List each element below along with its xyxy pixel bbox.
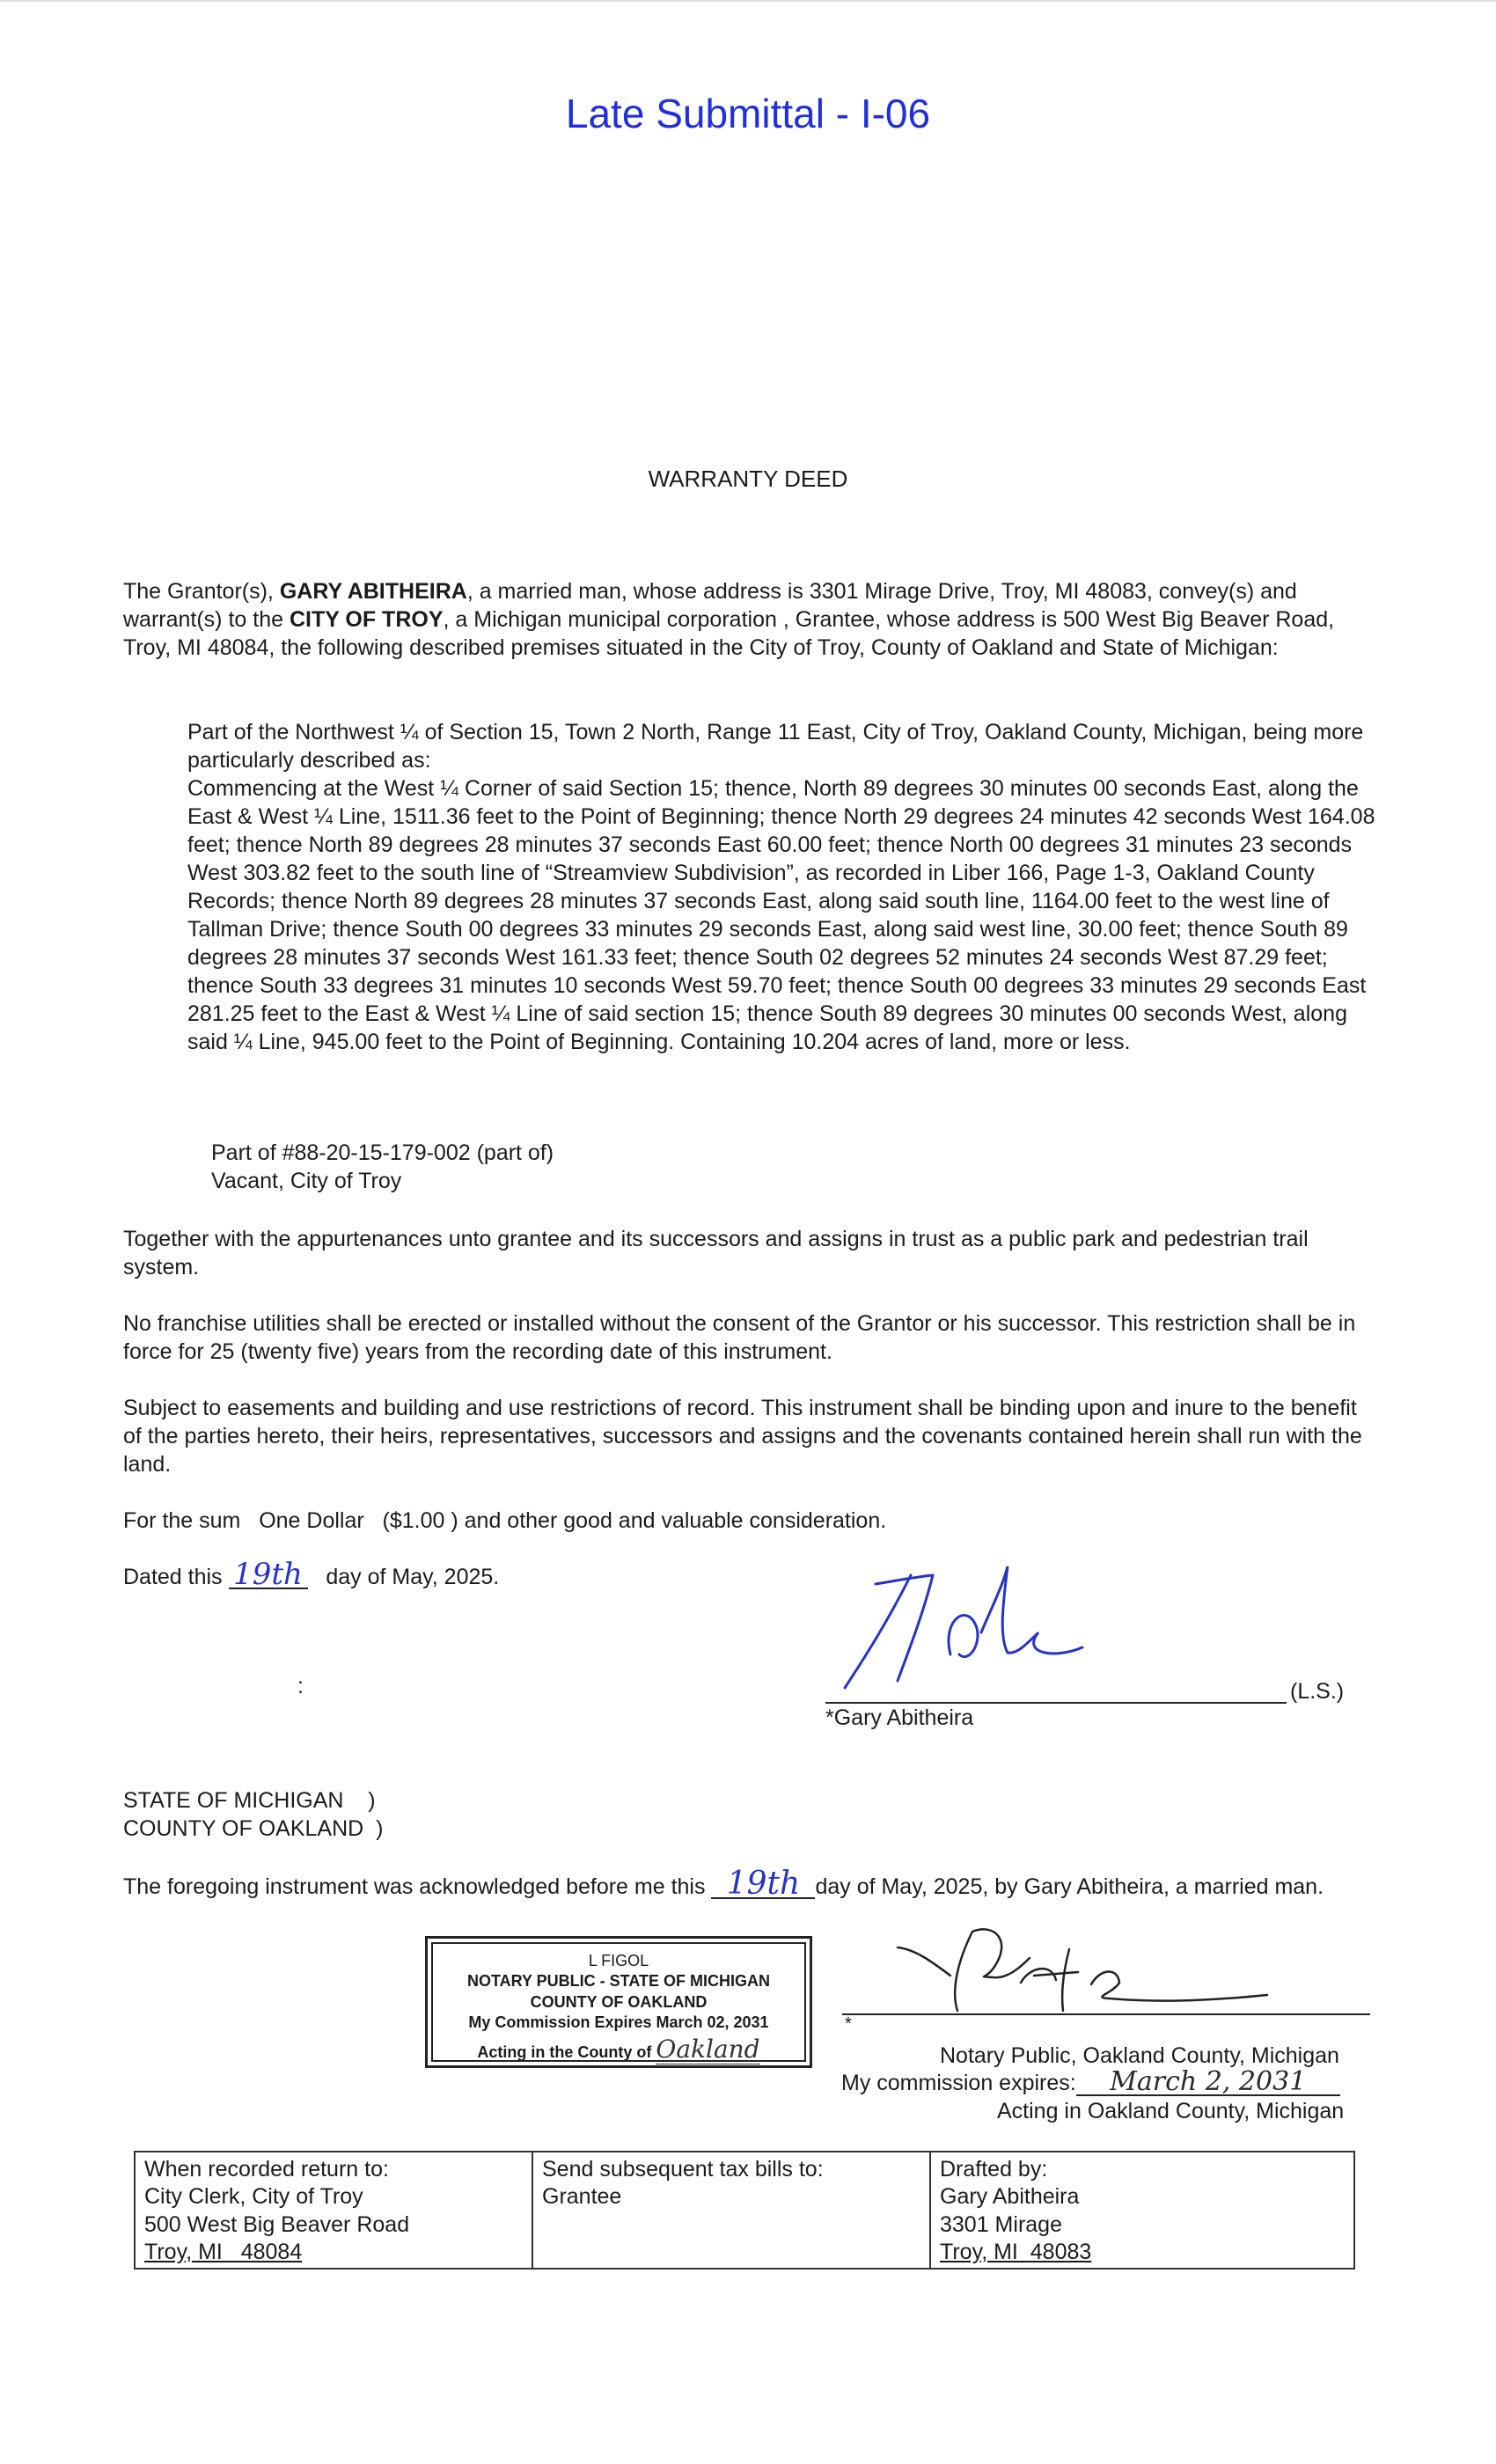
drafted-by-line: 3301 Mirage: [940, 2211, 1062, 2237]
stamp-commission-expires: My Commission Expires March 02, 2031: [468, 2013, 769, 2032]
stamp-county: COUNTY OF OAKLAND: [530, 1992, 708, 2011]
late-submittal-banner: Late Submittal - I-06: [565, 91, 931, 136]
tax-bills-cell: [532, 2152, 930, 2269]
legal-description-part2: Commencing at the West ¼ Corner of said Section 15; thence, North 89 degrees 30 minutes 00 seconds East, along the East & West ¼ Line, 1511.36 feet to the Point of Beginning; thence North 29 degrees 24 minutes 42 seconds West 164.08 feet; thence North 89 degrees 28 minutes 37 seconds East 60.00 feet; thence North 00 degrees 31 minutes 23 seconds West 303.82 feet to the south line of “Streamview Subdivision”, as recorded in Liber 166, Page 1-3, Oakland County Records; thence North 89 degrees 28 minutes 37 seconds East, along said south line, 1164.00 feet to the west line of Tallman Drive; thence South 00 degrees 33 minutes 29 seconds East, along said west line, 30.00 feet; thence South 89 degrees 28 minutes 37 seconds West 161.33 feet; thence South 02 degrees 52 minutes 24 seconds West 87.29 feet; thence South 33 degrees 31 minutes 10 seconds West 59.70 feet; thence South 00 degrees 33 minutes 29 seconds East 281.25 feet to the East & West ¼ Line of said section 15; thence South 89 degrees 30 minutes 00 seconds West, along said ¼ Line, 945.00 feet to the Point of Beginning. Containing 10.204 acres of land, more or less.: [187, 776, 1375, 1054]
tax-bills-label: Send subsequent tax bills to:: [542, 2157, 824, 2182]
signature-colon: :: [297, 1674, 304, 1698]
seal-ls: (L.S.): [1290, 1679, 1345, 1704]
stamp-acting-handwritten: Oakland: [656, 2034, 760, 2064]
drafted-by-label: Drafted by:: [940, 2157, 1048, 2182]
dated-suffix: day of May, 2025.: [326, 1565, 500, 1589]
return-to-line: Troy, MI 48084: [144, 2239, 303, 2264]
consideration-clause: For the sum One Dollar ($1.00 ) and other good and valuable consideration.: [123, 1508, 887, 1533]
legal-description-part1: Part of the Northwest ¼ of Section 15, Town 2 North, Range 11 East, City of Troy, Oakland County, Michigan, being more particularly described as:: [187, 720, 1364, 773]
stamp-acting-prefix: Acting in the County of: [477, 2042, 652, 2061]
drafted-by-line: Troy, MI 48083: [940, 2239, 1092, 2264]
venue-county: COUNTY OF OAKLAND ): [123, 1816, 384, 1841]
notary-stamp: [425, 1936, 812, 2068]
notary-commission-handwritten: March 2, 2031: [1076, 2070, 1340, 2096]
dated-line: [123, 1557, 500, 1592]
parcel-status: Vacant, City of Troy: [211, 1169, 402, 1193]
grantee-name: CITY OF TROY: [289, 607, 444, 632]
notary-commission-line: [841, 2066, 1340, 2097]
notary-signature-line: [842, 2013, 1370, 2015]
drafted-by-line: Gary Abitheira: [940, 2184, 1080, 2210]
easements-clause: Subject to easements and building and use restrictions of record. This instrument shall be binding upon and inure to the benefit of the parties hereto, their heirs, representatives, successors and assigns and the covenants contained herein shall run with the land.: [123, 1396, 1362, 1477]
notary-asterisk: *: [845, 2014, 852, 2034]
notary-public-line: Notary Public, Oakland County, Michigan: [940, 2043, 1339, 2068]
grantor-text-1: , a married man, whose address is 3301 Mirage Drive, Troy, MI 48083, convey(s) and warrant(s) to the: [123, 579, 1297, 632]
notary-signature: [889, 1914, 1276, 2020]
stamp-acting-county: [428, 2034, 810, 2065]
notary-commission-prefix: My commission expires:: [841, 2071, 1076, 2095]
grantor-text-2: , a Michigan municipal corporation , Grantee, whose address is 500 West Big Beaver Road, Troy, MI 48084, the following described premises situated in the City of Troy, County of Oakland and State of Michigan:: [123, 607, 1335, 660]
stamp-notary-name: L FIGOL: [588, 1952, 649, 1969]
grantor-paragraph: [123, 577, 1377, 662]
acknowledgment-paragraph: [123, 1866, 1382, 1902]
tax-bills-line: Grantee: [542, 2184, 622, 2210]
return-to-line: 500 West Big Beaver Road: [144, 2211, 410, 2237]
venue-state: STATE OF MICHIGAN ): [123, 1788, 376, 1813]
utilities-clause: No franchise utilities shall be erected or installed without the consent of the Grantor or his successor. This restriction shall be in force for 25 (twenty five) years from the recording date of this instrument.: [123, 1311, 1356, 1364]
acknowledgment-day-handwritten: 19th: [711, 1871, 815, 1899]
appurtenances-clause: Together with the appurtenances unto grantee and its successors and assigns in trust as a public park and pedestrian trail system.: [123, 1227, 1309, 1280]
dated-prefix: Dated this: [123, 1565, 223, 1589]
parcel-id: Part of #88-20-15-179-002 (part of): [211, 1140, 554, 1165]
return-to-label: When recorded return to:: [144, 2157, 389, 2182]
acknowledgment-prefix: The foregoing instrument was acknowledged before me this: [123, 1874, 706, 1899]
page-edge-line: [0, 0, 1496, 2]
notary-acting-line: Acting in Oakland County, Michigan: [997, 2099, 1345, 2123]
dated-day-handwritten: 19th: [229, 1561, 308, 1589]
document-title: WARRANTY DEED: [648, 466, 848, 492]
drafted-by-cell: [930, 2152, 1354, 2269]
stamp-notary-public: NOTARY PUBLIC - STATE OF MICHIGAN: [467, 1972, 770, 1991]
recording-info-table: [134, 2151, 1355, 2270]
return-to-line: City Clerk, City of Troy: [144, 2184, 363, 2210]
acknowledgment-suffix: day of May, 2025, by Gary Abitheira, a married man.: [815, 1874, 1324, 1899]
grantor-printed-name: *Gary Abitheira: [825, 1705, 974, 1730]
grantor-lead: The Grantor(s),: [123, 579, 274, 604]
grantor-name: GARY ABITHEIRA: [279, 579, 467, 604]
return-to-cell: [135, 2152, 532, 2269]
grantor-signature: [827, 1549, 1109, 1698]
